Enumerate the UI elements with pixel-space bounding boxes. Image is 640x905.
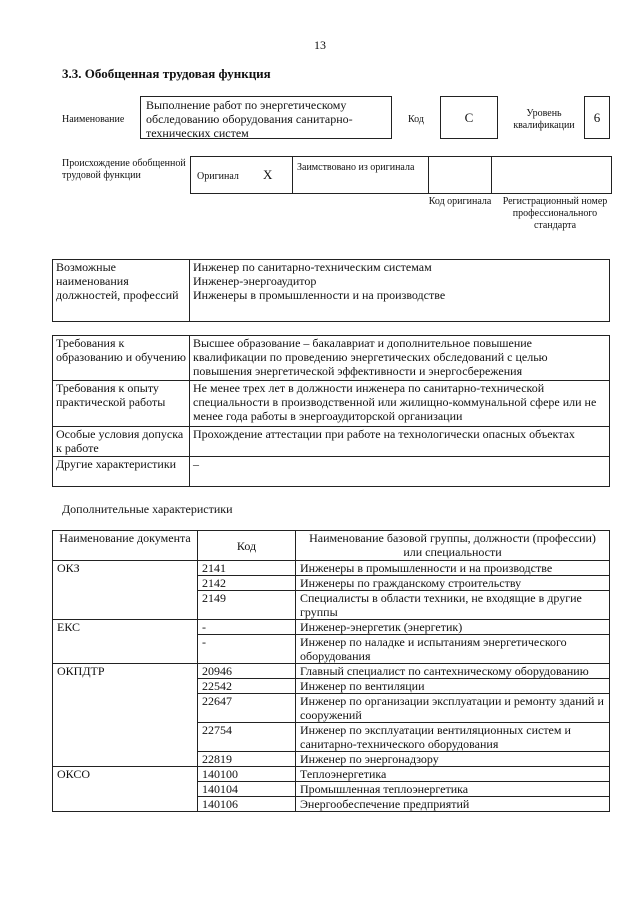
code-cell: 2141 <box>198 561 296 576</box>
req-education-label: Требования к образованию и обучению <box>53 336 190 381</box>
name-cell: Инженер по организации эксплуатации и ремонту зданий и сооружений <box>296 694 610 723</box>
table-header-row <box>53 531 610 561</box>
doc-okso: ОКСО <box>53 767 198 812</box>
code-cell: - <box>198 620 296 635</box>
origin-divider-1 <box>292 157 293 193</box>
name-box <box>140 96 392 139</box>
origin-box <box>190 156 612 194</box>
code-cell: 2149 <box>198 591 296 620</box>
name-cell: Теплоэнергетика <box>296 767 610 782</box>
positions-label: Возможные наименования должностей, профессий <box>53 260 190 322</box>
position-item: Инженер по санитарно-техническим системам <box>193 260 432 274</box>
name-cell: Инженеры по гражданскому строительству <box>296 576 610 591</box>
req-conditions-label: Особые условия допуска к работе <box>53 427 190 457</box>
position-item: Инженер-энергоаудитор <box>193 274 317 288</box>
name-cell: Инженеры в промышленности и на производстве <box>296 561 610 576</box>
table-row <box>53 767 610 782</box>
name-cell: Энергообеспечение предприятий <box>296 797 610 812</box>
name-cell: Инженер по энергонадзору <box>296 752 610 767</box>
level-value: 6 <box>584 96 610 139</box>
name-label: Наименование <box>62 114 125 125</box>
name-value: Выполнение работ по энергетическому обследованию оборудования санитарно-технических систем <box>146 98 353 140</box>
code-label: Код <box>408 114 424 125</box>
req-conditions-value: Прохождение аттестации при работе на технологически опасных объектах <box>190 427 610 457</box>
header-name: Наименование базовой группы, должности (профессии) или специальности <box>296 531 610 561</box>
header-document: Наименование документа <box>53 531 198 561</box>
name-cell: Промышленная теплоэнергетика <box>296 782 610 797</box>
name-cell: Специалисты в области техники, не входящие в другие группы <box>296 591 610 620</box>
level-label: Уровень квалификации <box>513 108 575 131</box>
req-experience-label: Требования к опыту практической работы <box>53 381 190 427</box>
origin-label: Происхождение обобщенной трудовой функции <box>62 158 186 181</box>
doc-okz: ОКЗ <box>53 561 198 620</box>
table-row <box>53 561 610 576</box>
reg-number-caption: Регистрационный номер профессионального стандарта <box>502 196 608 231</box>
code-cell: 20946 <box>198 664 296 679</box>
original-label: Оригинал <box>197 171 239 182</box>
table-row <box>53 620 610 635</box>
code-cell: 22819 <box>198 752 296 767</box>
code-value: C <box>440 96 498 139</box>
name-cell: Инженер-энергетик (энергетик) <box>296 620 610 635</box>
code-cell: 140104 <box>198 782 296 797</box>
origin-divider-2 <box>428 157 429 193</box>
name-cell: Инженер по вентиляции <box>296 679 610 694</box>
name-cell: Инженер по эксплуатации вентиляционных систем и санитарно-технического оборудования <box>296 723 610 752</box>
doc-eks: ЕКС <box>53 620 198 664</box>
req-experience-value: Не менее трех лет в должности инженера по санитарно-технической специальности в производственной или жилищно-коммунальной сфере или не менее года работы в энергоаудиторской организации <box>190 381 610 427</box>
additional-title: Дополнительные характеристики <box>62 502 233 516</box>
name-cell: Инженер по наладке и испытаниям энергетического оборудования <box>296 635 610 664</box>
header-code: Код <box>198 531 296 561</box>
section-title: 3.3. Обобщенная трудовая функция <box>62 66 271 81</box>
original-mark: X <box>263 167 273 182</box>
origin-divider-3 <box>491 157 492 193</box>
additional-table <box>52 530 610 812</box>
requirements-table <box>52 335 610 487</box>
req-other-value: – <box>190 457 610 487</box>
name-cell: Главный специалист по сантехническому оборудованию <box>296 664 610 679</box>
code-cell: 2142 <box>198 576 296 591</box>
position-item: Инженеры в промышленности и на производстве <box>193 288 446 302</box>
code-cell: 22754 <box>198 723 296 752</box>
code-original-caption: Код оригинала <box>428 196 492 207</box>
table-row <box>53 664 610 679</box>
positions-table <box>52 259 610 322</box>
page-number: 13 <box>314 38 326 52</box>
req-other-label: Другие характеристики <box>53 457 190 487</box>
positions-list <box>190 260 610 322</box>
req-education-value: Высшее образование – бакалавриат и дополнительное повышение квалификации по проведению энергетических обследований с целью повышения энергетической эффективности и энергосбережения <box>190 336 610 381</box>
code-cell: - <box>198 635 296 664</box>
code-cell: 140106 <box>198 797 296 812</box>
code-cell: 22542 <box>198 679 296 694</box>
code-cell: 140100 <box>198 767 296 782</box>
doc-okpdtr: ОКПДТР <box>53 664 198 767</box>
code-cell: 22647 <box>198 694 296 723</box>
borrowed-label: Заимствовано из оригинала <box>297 162 415 173</box>
